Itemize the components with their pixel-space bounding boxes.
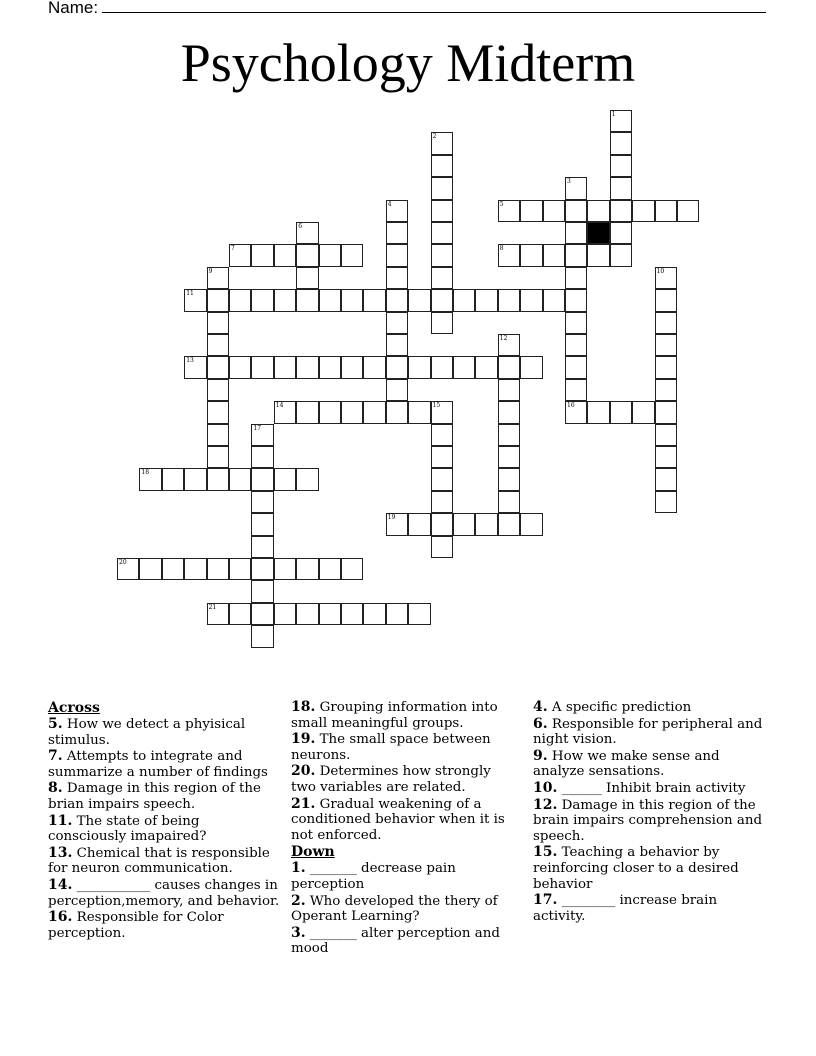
grid-cell[interactable] [207,289,229,311]
down-clue [533,845,773,892]
across-clue [48,910,280,941]
clue-number: 5. [48,716,63,732]
grid-cell[interactable] [498,468,520,490]
clue-number: 15. [533,844,558,861]
grid-cell[interactable] [386,513,408,535]
grid-cell[interactable] [251,580,273,602]
clues-column-1 [48,700,280,942]
clue-number-label: 14 [275,402,284,410]
across-heading: Across [48,700,100,716]
grid-cell[interactable] [475,289,497,311]
grid-cell[interactable] [565,356,587,378]
clue-number-label: 19 [387,514,396,522]
clues-column-3 [533,700,773,925]
grid-cell[interactable] [184,356,206,378]
grid-cell[interactable] [520,356,542,378]
grid-cell[interactable] [520,244,542,266]
grid-cell[interactable] [386,289,408,311]
across-clue [48,781,280,812]
clue-number-label: 9 [208,267,213,275]
grid-cell[interactable] [543,289,565,311]
grid-cell[interactable] [251,491,273,513]
grid-cell[interactable] [520,200,542,222]
grid-cell[interactable] [498,244,520,266]
clue-text: Grouping information into small meaningful groups. [291,700,498,731]
grid-cell[interactable] [431,244,453,266]
grid-cell[interactable] [431,155,453,177]
grid-cell[interactable] [207,603,229,625]
grid-cell[interactable] [431,356,453,378]
clue-number: 17. [533,892,558,909]
grid-cell[interactable] [386,267,408,289]
grid-cell[interactable] [655,468,677,490]
grid-cell[interactable] [655,379,677,401]
grid-cell[interactable] [251,424,273,446]
clue-number: 20. [291,763,316,780]
grid-cell[interactable] [162,468,184,490]
grid-cell[interactable] [386,200,408,222]
grid-cell[interactable] [610,177,632,199]
clue-text: ______ Inhibit brain activity [561,780,746,796]
grid-cell[interactable] [229,558,251,580]
clue-number: 12. [533,796,558,813]
grid-cell[interactable] [655,312,677,334]
clue-number-label: 8 [499,245,504,253]
grid-cell[interactable] [274,401,296,423]
grid-cell[interactable] [408,513,430,535]
grid-cell[interactable] [319,244,341,266]
grid-cell[interactable] [431,132,453,154]
clue-number: 7. [48,748,63,765]
grid-cell[interactable] [251,558,273,580]
across-clue [291,700,519,731]
grid-cell[interactable] [565,267,587,289]
grid-cell[interactable] [431,401,453,423]
clue-number-label: 20 [119,559,127,566]
clue-text: ________ increase brain activity. [533,893,718,924]
grid-cell[interactable] [319,558,341,580]
grid-cell[interactable] [386,401,408,423]
grid-cell[interactable] [207,267,229,289]
grid-cell[interactable] [139,558,161,580]
grid-cell[interactable] [498,379,520,401]
clue-number: 1. [291,860,306,877]
grid-cell[interactable] [498,334,520,356]
grid-cell[interactable] [498,401,520,423]
clue-number-label: 7 [231,245,235,253]
across-clue [48,814,280,845]
grid-cell[interactable] [386,312,408,334]
grid-cell[interactable] [655,491,677,513]
down-clue [291,861,519,892]
clue-number-label: 12 [499,335,508,342]
clue-text: The state of being consciously imapaired? [48,813,207,845]
grid-cell[interactable] [296,289,318,311]
grid-cell[interactable] [431,446,453,468]
grid-cell[interactable] [565,334,587,356]
grid-cell[interactable] [520,289,542,311]
grid-cell[interactable] [431,177,453,199]
grid-cell[interactable] [207,379,229,401]
clue-number: 14. [48,876,73,893]
grid-cell[interactable] [587,244,609,266]
grid-cell[interactable] [274,468,296,490]
grid-cell[interactable] [587,200,609,222]
grid-cell[interactable] [520,513,542,535]
clue-text: Responsible for peripheral and night vision. [533,716,763,748]
clue-text: Determines how strongly two variables are related. [291,764,491,795]
clue-number-label: 15 [432,402,441,410]
clue-number-label: 18 [141,469,150,477]
grid-cell[interactable] [475,356,497,378]
grid-cell[interactable] [296,603,318,625]
grid-cell[interactable] [565,222,587,244]
clue-number-label: 17 [253,424,262,432]
grid-cell[interactable] [207,424,229,446]
clue-number-label: 11 [186,290,194,298]
grid-cell[interactable] [341,289,363,311]
black-cell [587,222,609,244]
clue-number: 6. [533,715,548,732]
grid-cell[interactable] [251,289,273,311]
grid-cell[interactable] [274,356,296,378]
clue-number: 9. [533,747,548,764]
down-clue [533,798,773,845]
grid-cell[interactable] [207,334,229,356]
grid-cell[interactable] [341,603,363,625]
grid-cell[interactable] [632,401,654,423]
clue-number: 11. [48,812,73,829]
grid-cell[interactable] [565,379,587,401]
clue-number: 19. [291,731,316,748]
grid-cell[interactable] [386,222,408,244]
across-clue [48,749,280,780]
grid-cell[interactable] [498,424,520,446]
grid-cell[interactable] [498,356,520,378]
clue-text: Chemical that is responsible for neuron communication. [48,845,270,877]
grid-cell[interactable] [296,267,318,289]
grid-cell[interactable] [363,603,385,625]
grid-cell[interactable] [610,244,632,266]
grid-cell[interactable] [251,356,273,378]
grid-cell[interactable] [274,289,296,311]
clue-number-label: 16 [567,402,575,410]
grid-cell[interactable] [677,200,699,222]
grid-cell[interactable] [565,289,587,311]
across-clue [291,797,519,844]
across-clue [48,717,280,748]
clue-text: The small space between neurons. [291,732,491,763]
clue-number-label: 4 [387,200,392,208]
grid-cell[interactable] [229,289,251,311]
clue-text: _______ alter perception and mood [291,925,500,957]
grid-cell[interactable] [565,312,587,334]
grid-cell[interactable] [296,558,318,580]
grid-cell[interactable] [251,513,273,535]
clue-text: Damage in this region of the brain impairs comprehension and speech. [533,797,763,844]
grid-cell[interactable] [655,267,677,289]
clue-number: 13. [48,844,73,861]
clue-number-label: 3 [567,178,571,186]
down-clue [533,749,773,780]
grid-cell[interactable] [184,558,206,580]
grid-cell[interactable] [341,401,363,423]
grid-cell[interactable] [207,401,229,423]
grid-cell[interactable] [655,200,677,222]
clue-number-label: 21 [208,603,217,611]
grid-cell[interactable] [431,289,453,311]
grid-cell[interactable] [632,200,654,222]
grid-cell[interactable] [251,603,273,625]
clue-number: 18. [291,699,316,715]
grid-cell[interactable] [408,603,430,625]
clue-text: Damage in this region of the brian impairs speech. [48,781,261,812]
clue-text: Responsible for Color perception. [48,910,224,941]
grid-cell[interactable] [341,558,363,580]
clue-number-label: 5 [499,200,504,208]
down-clue [533,893,773,924]
grid-cell[interactable] [543,200,565,222]
grid-cell[interactable] [453,356,475,378]
grid-cell[interactable] [431,491,453,513]
grid-cell[interactable] [341,356,363,378]
grid-cell[interactable] [408,401,430,423]
grid-cell[interactable] [587,401,609,423]
grid-cell[interactable] [498,200,520,222]
grid-cell[interactable] [251,468,273,490]
name-label: Name: [48,0,99,17]
grid-cell[interactable] [296,244,318,266]
grid-cell[interactable] [498,513,520,535]
grid-cell[interactable] [229,603,251,625]
grid-cell[interactable] [319,289,341,311]
grid-cell[interactable] [386,334,408,356]
grid-cell[interactable] [655,446,677,468]
grid-cell[interactable] [319,356,341,378]
across-clue [48,846,280,877]
clue-number-label: 6 [298,223,303,230]
clue-number: 16. [48,909,73,926]
grid-cell[interactable] [610,200,632,222]
grid-cell[interactable] [251,536,273,558]
grid-cell[interactable] [610,132,632,154]
down-clue [533,700,773,716]
grid-cell[interactable] [431,200,453,222]
grid-cell[interactable] [229,468,251,490]
grid-cell[interactable] [363,356,385,378]
down-clue [533,781,773,797]
clue-text: How we detect a phyisical stimulus. [48,717,246,748]
grid-cell[interactable] [386,603,408,625]
grid-cell[interactable] [431,536,453,558]
grid-cell[interactable] [543,244,565,266]
grid-cell[interactable] [296,468,318,490]
clue-number: 3. [291,924,306,941]
grid-cell[interactable] [408,289,430,311]
grid-cell[interactable] [565,244,587,266]
grid-cell[interactable] [498,491,520,513]
clue-text: Attempts to integrate and summarize a number of findings [48,749,268,780]
grid-cell[interactable] [610,155,632,177]
across-clue [48,878,280,909]
clue-number-label: 10 [656,267,665,275]
grid-cell[interactable] [655,334,677,356]
grid-cell[interactable] [565,200,587,222]
grid-cell[interactable] [207,468,229,490]
grid-cell[interactable] [251,244,273,266]
page-title: Psychology Midterm [180,33,636,93]
grid-cell[interactable] [296,356,318,378]
grid-cell[interactable] [319,603,341,625]
grid-cell[interactable] [386,244,408,266]
grid-cell[interactable] [184,468,206,490]
grid-cell[interactable] [655,424,677,446]
grid-cell[interactable] [431,513,453,535]
grid-cell[interactable] [296,401,318,423]
down-clue [533,717,773,748]
grid-cell[interactable] [431,312,453,334]
grid-cell[interactable] [363,401,385,423]
clue-number-label: 2 [432,133,437,141]
clue-text: ___________ causes changes in perception,memory, and behavior. [48,877,280,909]
grid-cell[interactable] [296,222,318,244]
grid-cell[interactable] [610,401,632,423]
clues-column-2 [291,700,519,958]
clue-number-label: 13 [186,357,194,365]
grid-cell[interactable] [207,446,229,468]
clue-number: 21. [291,795,316,812]
grid-cell[interactable] [229,244,251,266]
clue-text: Gradual weakening of a conditioned behavior when it is not enforced. [291,796,505,843]
grid-cell[interactable] [610,110,632,132]
grid-cell[interactable] [655,289,677,311]
grid-cell[interactable] [229,356,251,378]
grid-cell[interactable] [655,401,677,423]
clue-text: Teaching a behavior by reinforcing closer to a desired behavior [533,845,739,892]
clue-text: Who developed the thery of Operant Learning? [291,893,498,925]
clue-text: _______ decrease pain perception [291,861,456,892]
grid-cell[interactable] [610,222,632,244]
grid-cell[interactable] [341,244,363,266]
grid-cell[interactable] [498,289,520,311]
clue-number: 4. [533,699,548,715]
clue-number: 10. [533,779,558,796]
grid-cell[interactable] [184,289,206,311]
clue-number: 8. [48,780,63,797]
grid-cell[interactable] [453,289,475,311]
grid-cell[interactable] [565,177,587,199]
grid-cell[interactable] [251,625,273,647]
grid-cell[interactable] [207,356,229,378]
down-clue [291,894,519,925]
grid-cell[interactable] [475,513,497,535]
grid-cell[interactable] [408,356,430,378]
grid-cell[interactable] [431,424,453,446]
grid-cell[interactable] [274,558,296,580]
across-clue [291,764,519,795]
grid-cell[interactable] [386,356,408,378]
grid-cell[interactable] [453,513,475,535]
clue-number: 2. [291,892,306,909]
down-heading: Down [291,844,335,861]
grid-cell[interactable] [207,312,229,334]
grid-cell[interactable] [431,468,453,490]
clue-text: How we make sense and analyze sensations. [533,748,720,780]
grid-cell[interactable] [207,558,229,580]
grid-cell[interactable] [139,468,161,490]
grid-cell[interactable] [431,267,453,289]
grid-cell[interactable] [431,222,453,244]
clue-number-label: 1 [611,111,616,118]
across-clue [291,732,519,763]
clue-text: A specific prediction [551,700,692,715]
grid-cell[interactable] [498,446,520,468]
grid-cell[interactable] [251,446,273,468]
grid-cell[interactable] [655,356,677,378]
grid-cell[interactable] [274,244,296,266]
grid-cell[interactable] [162,558,184,580]
down-clue [291,926,519,957]
grid-cell[interactable] [565,401,587,423]
grid-cell[interactable] [363,289,385,311]
grid-cell[interactable] [274,603,296,625]
grid-cell[interactable] [386,379,408,401]
grid-cell[interactable] [319,401,341,423]
grid-cell[interactable] [117,558,139,580]
